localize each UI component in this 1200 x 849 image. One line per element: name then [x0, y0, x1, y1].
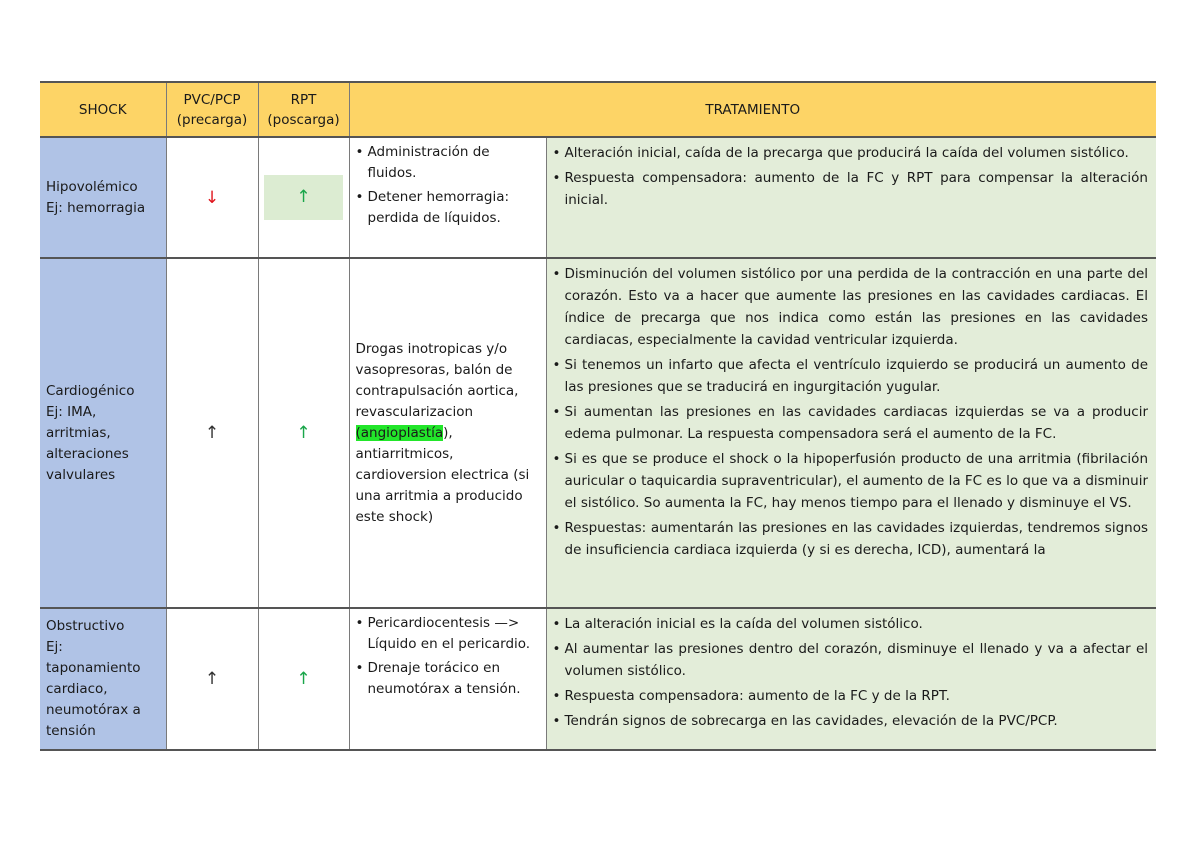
list-item: • Respuesta compensadora: aumento de la FC y RPT para compensar la alteración inicial. [553, 167, 1149, 211]
shock-example: valvulares [46, 466, 116, 483]
list-item: • Al aumentar las presiones dentro del corazón, disminuye el llenado y va a afectar el volumen sistólico. [553, 638, 1149, 682]
shock-example: tensión [46, 723, 96, 739]
list-item: • Respuestas: aumentarán las presiones en las cavidades izquierdas, tendremos signos de insuficiencia cardiaca izquierda (y si es derecha, ICD), aumentará la [553, 517, 1149, 561]
treatment-text: Drogas inotropicas y/o vasopresoras, balón de contrapulsación aortica, revascularizacion [355, 340, 519, 420]
list-item: • Respuesta compensadora: aumento de la FC y de la RPT. [553, 685, 1149, 707]
list-item: • Drenaje torácico en neumotórax a tensión. [356, 658, 540, 700]
table-row-obstructivo [40, 608, 1156, 750]
list-item: • Administración de fluidos. [356, 142, 540, 184]
shock-example: Ej: hemorragia [46, 199, 146, 216]
shock-example: neumotórax a [46, 702, 141, 718]
shock-name: Hipovolémico [46, 178, 138, 195]
shock-example: Ej: IMA, [46, 403, 97, 420]
list-item: • Alteración inicial, caída de la precarga que producirá la caída del volumen sistólico. [553, 142, 1149, 164]
treatment-text: ), antiarritmicos, cardioversion electrica (si una arritmia a producido este shock) [355, 424, 530, 525]
physiology-cell [546, 608, 1156, 750]
shock-name: Cardiogénico [46, 382, 135, 399]
shock-name-cell [40, 137, 166, 258]
shock-table [40, 81, 1156, 751]
header-shock: SHOCK [40, 82, 166, 137]
rpt-arrow-up-icon: ↑ [258, 608, 349, 750]
header-pvc-line2: (precarga) [176, 111, 248, 128]
list-item: • Si tenemos un infarto que afecta el ventrículo izquierdo se producirá un aumento de las presiones que se traducirá en ingurgitación yugular. [553, 354, 1149, 398]
header-pvc [166, 82, 258, 137]
shock-example: cardiaco, [46, 681, 108, 697]
list-item: • Detener hemorragia: perdida de líquidos. [356, 187, 540, 229]
shock-name-cell [40, 608, 166, 750]
rpt-arrow-up-icon: ↑ [264, 175, 343, 220]
list-item: • La alteración inicial es la caída del volumen sistólico. [553, 613, 1149, 635]
pvc-arrow-up-icon: ↑ [166, 608, 258, 750]
table-header-row [40, 82, 1156, 137]
treatment-cell [349, 137, 546, 258]
treatment-cell [349, 608, 546, 750]
shock-table-page [40, 81, 1156, 751]
header-rpt-line1: RPT [290, 91, 317, 108]
list-item: • Disminución del volumen sistólico por una perdida de la contracción en una parte del corazón. Esto va a hacer que aumente las presiones en las cavidades cardiacas. El índice de precarga que nos indica como están las presiones en las cavidades cardiacas, especialmente la cavidad ventricular izquierda. [553, 263, 1149, 351]
list-item: • Pericardiocentesis —> Líquido en el pericardio. [356, 613, 540, 655]
shock-example: arritmias, [46, 424, 111, 441]
shock-example: Ej: [46, 639, 63, 655]
list-item: • Tendrán signos de sobrecarga en las cavidades, elevación de la PVC/PCP. [553, 710, 1149, 732]
shock-example: alteraciones [46, 445, 129, 462]
header-tratamiento: TRATAMIENTO [349, 82, 1156, 137]
highlight-paren: ( [355, 424, 361, 441]
list-item: • Si aumentan las presiones en las cavidades cardiacas izquierdas se va a producir edema pulmonar. La respuesta compensadora será el aumento de la FC. [553, 401, 1149, 445]
shock-name-cell [40, 258, 166, 608]
pvc-arrow-up-icon: ↑ [166, 258, 258, 608]
pvc-arrow-down-icon: ↓ [166, 137, 258, 258]
header-rpt [258, 82, 349, 137]
list-item: • Si es que se produce el shock o la hipoperfusión producto de una arritmia (fibrilación auricular o taquicardia supraventricular), el aumento de la FC es lo que va a disminuir el sistólico. So aumenta la FC, hay menos tiempo para el llenado y disminuye el VS. [553, 448, 1149, 514]
header-pvc-line1: PVC/PCP [183, 91, 241, 108]
shock-name: Obstructivo [46, 618, 125, 634]
rpt-cell [258, 137, 349, 258]
rpt-arrow-up-icon: ↑ [258, 258, 349, 608]
table-row-cardiogenico [40, 258, 1156, 608]
header-rpt-line2: (poscarga) [267, 111, 340, 128]
treatment-cell [349, 258, 546, 608]
table-row-hipovolemico [40, 137, 1156, 258]
physiology-cell [546, 137, 1156, 258]
physiology-cell [546, 258, 1156, 608]
shock-example: taponamiento [46, 660, 141, 676]
highlighted-term: angioplastía [360, 424, 444, 441]
